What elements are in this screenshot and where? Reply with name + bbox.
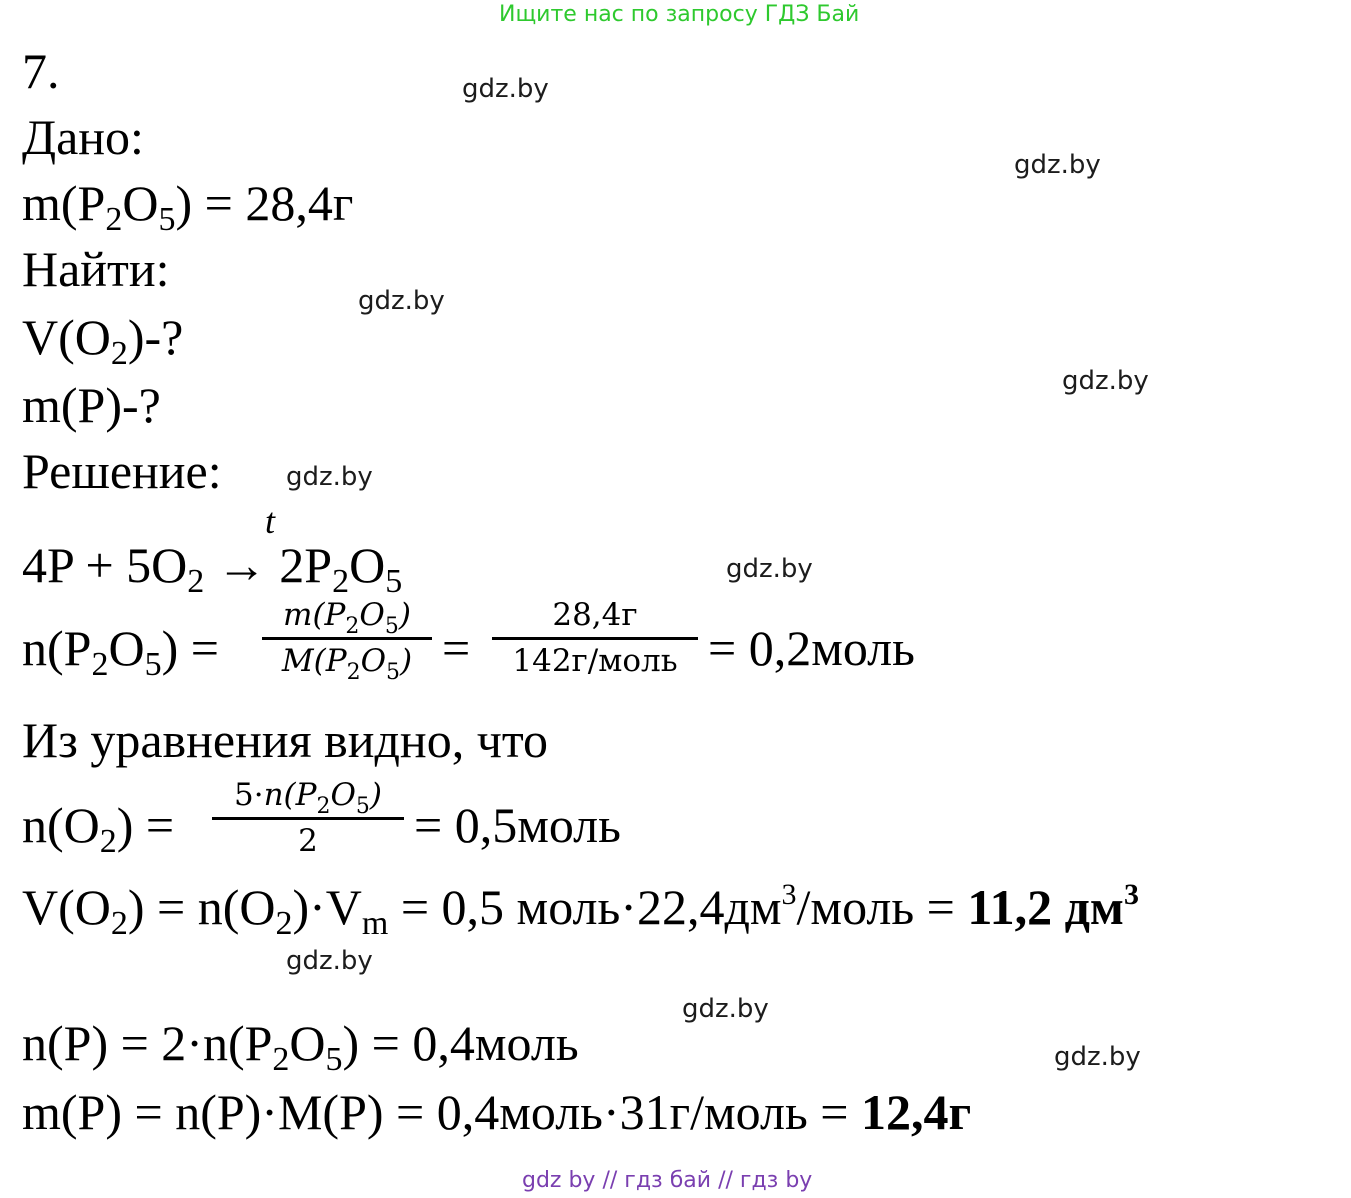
watermark: gdz.by (358, 286, 445, 316)
m-p-line: m(P) = n(P)·M(P) = 0,4моль·31г/моль = 12,4г (22, 1084, 972, 1140)
n-o2-bar (212, 817, 404, 820)
n-o2-result: = 0,5моль (414, 797, 621, 853)
m-p-answer: 12,4г (860, 1084, 972, 1140)
watermark: gdz.by (1054, 1042, 1141, 1072)
n-p2o5-fraction-2 (492, 597, 698, 679)
n-p-line: $n(P) = 2\cdot n(P_2O_5)$ = 0,4моль (22, 1015, 579, 1078)
n-o2-lhs: $n(O_2)$ = (22, 797, 175, 860)
n-o2-fraction (212, 777, 404, 859)
n-o2-numerator: $5\cdot n(P_2O_5)$ (233, 777, 383, 819)
fraction-1-denominator: $M(P_2O_5)$ (281, 643, 413, 685)
watermark: gdz.by (682, 994, 769, 1024)
v-o2-line: $V(O_2) = n(O_2)\cdot V_m = 0,5$ $моль\cdot 22,4дм^3$/моль = 11,2 $дм^3$ (22, 878, 1139, 942)
watermark: gdz.by (286, 946, 373, 976)
fraction-1-numerator: $m(P_2O_5)$ (283, 597, 411, 639)
n-o2-denominator: 2 (298, 823, 318, 859)
from-equation-text: Из уравнения видно, что (22, 712, 549, 768)
given-mass: $m(P_2O_5) = 28,4г$ (22, 175, 354, 238)
top-banner: Ищите нас по запросу ГДЗ Бай (499, 2, 860, 27)
watermark: gdz.by (1062, 366, 1149, 396)
n-p2o5-lhs: $n(P_2O_5)$ = (22, 620, 219, 683)
problem-number: 7. (22, 43, 60, 99)
v-o2-answer: 11,2 $дм^3$ (967, 878, 1139, 935)
watermark: gdz.by (1014, 150, 1101, 180)
footer-links[interactable]: gdz by // гдз бай // гдз by (522, 1168, 813, 1193)
watermark: gdz.by (462, 74, 549, 104)
fraction-2-bar (492, 637, 698, 640)
reaction-equation: $4P + 5O_2 \to 2P_2O_5$ (22, 537, 403, 600)
find-label: Найти: (22, 241, 170, 297)
find-mass: m(P)-? (22, 377, 161, 433)
reaction-condition: t (265, 501, 276, 541)
n-p2o5-equals: = (442, 620, 471, 676)
solution-label: Решение: (22, 443, 222, 499)
watermark: gdz.by (726, 554, 813, 584)
n-p2o5-result: = 0,2моль (708, 620, 915, 676)
fraction-2-numerator: 28,4г (552, 597, 638, 633)
n-p2o5-fraction-1 (262, 597, 432, 685)
given-label: Дано: (22, 109, 144, 165)
fraction-2-denominator: 142г/моль (512, 643, 678, 679)
find-volume: $V(O_2)-$? (22, 309, 184, 372)
watermark: gdz.by (286, 462, 373, 492)
